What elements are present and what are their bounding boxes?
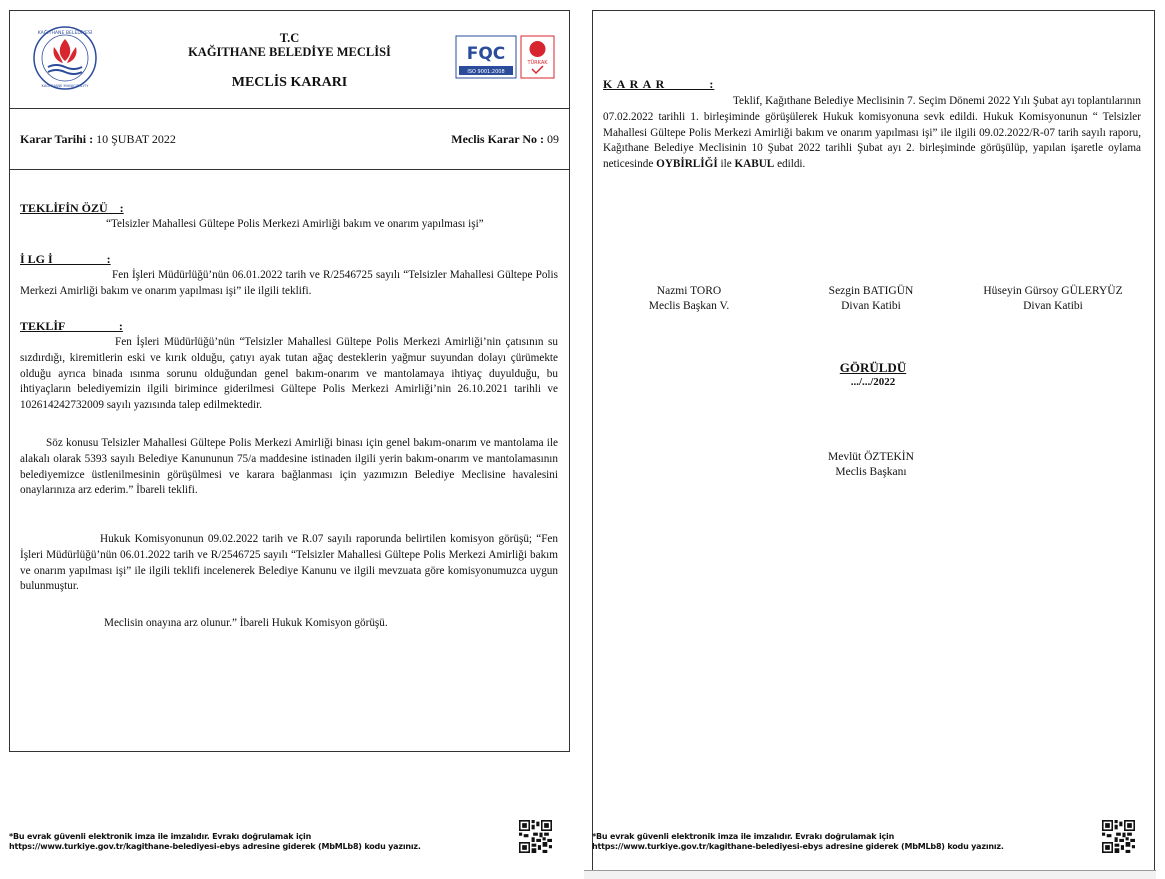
logo-subtext: KAĞITHANE MUNICIPALITY (41, 84, 89, 88)
decision-date: Karar Tarihi : 10 ŞUBAT 2022 (20, 132, 176, 146)
signatory-1 (599, 284, 779, 314)
section-text-ilgi: Fen İşleri Müdürlüğü’nün 06.01.2022 tarih ve R/2546725 sayılı “Telsizler Mahallesi Gültepe Polis Merkezi Amirliği bakım ve onarım yapılması işi” ile ilgili teklifi. (20, 269, 558, 297)
signatory-name: Hüseyin Gürsoy GÜLERYÜZ (983, 285, 1123, 297)
header-tc: T.C (279, 31, 300, 45)
mayor-role: Meclis Başkanı (835, 466, 907, 478)
section-title-ozu: TEKLİFİN ÖZÜ : (20, 201, 124, 215)
karar-title: K A R A R : (603, 77, 715, 91)
signatory-name: Nazmi TORO (656, 285, 722, 297)
header-council-name: KAĞITHANE BELEDİYE MECLİSİ (188, 45, 391, 59)
left-footer-note: *Bu evrak güvenli elektronik imza ile imzalıdır. Evrakı doğrulamak için https://www.turkiye.gov.tr/kagithane-belediyesi-ebys adresine giderek (MbMLb8) kodu yazınız. (9, 832, 421, 851)
signatory-name: Sezgin BATIGÜN (828, 285, 914, 297)
karar-accepted: KABUL (734, 158, 775, 171)
header-decision-title: MECLİS KARARI (231, 75, 348, 90)
certification-logos (455, 35, 555, 79)
turkak-text: TÜRKAK (527, 60, 548, 66)
goruldu-title: GÖRÜLDÜ (839, 360, 907, 375)
section-text-ozu: “Telsizler Mahallesi Gültepe Polis Merkezi Amirliği bakım ve onarım yapılması işi” (106, 218, 484, 230)
signatory-role: Divan Katibi (841, 300, 901, 312)
decision-meta-row (20, 132, 559, 147)
section-title-ilgi: İ LG İ : (20, 252, 111, 266)
section-text-teklif-2: Söz konusu Telsizler Mahallesi Gültepe Polis Merkezi Amirliği binası için genel bakım-onarım ve mantolama ile alakalı olarak 5393 sayılı Belediye Kanununun 75/a maddesine istinaden ilgili yerin bakım-onarım ve mantolamasının belediyemizce üstlenilmesinin görüşülmesi ve karara bağlanması için yazımızın Belediye Meclisine havalesini onaylarınıza arz ederim.” İbareli teklifi. (20, 437, 558, 497)
qr-code-icon (519, 820, 552, 853)
logo-text: KAĞITHANE BELEDİYESİ (37, 31, 93, 36)
section-text-teklif-1: Fen İşleri Müdürlüğü’nün “Telsizler Mahallesi Gültepe Polis Merkezi Amirliği’nin çatısının su sızdırdığı, kiremitlerin eski ve kırık olduğu, çatıyı ayak tutan ağaç desteklerin yağmur suyundan dolayı çürümekte olduğu ayrıca binada ısınma sorunu olduğundan genel bakım-onarım ve mantolamaya ihtiyaç duyulduğu, bu ihtiyaçların belediyemizin ilgili birimince giderilmesi Gültepe Polis Merkezi Amirliği’nin 26.10.2021 tarihli ve 102614242732009 sayılı yazısında talep edilmektedir. (20, 336, 558, 412)
right-document-page (592, 10, 1155, 871)
commission-opinion: Hukuk Komisyonunun 09.02.2022 tarih ve R.07 sayılı raporunda belirtilen komisyon görüşü; “Fen İşleri Müdürlüğü’nün 06.01.2022 tarih ve R/2546725 sayılı “Telsizler Mahallesi Gültepe Polis Merkezi Amirliği bakım ve onarım yapılması işi” ile ilgili teklifi incelenerek Belediye Kanunu ve ilgili mevzuata göre komisyonumuzca uygun bulunmuştur. (20, 533, 558, 593)
signatory-2 (781, 284, 961, 314)
goruldu-date: .../.../2022 (850, 376, 896, 388)
header-divider (10, 108, 569, 109)
meta-divider (10, 169, 569, 170)
mayor-signature (781, 450, 961, 480)
section-title-teklif: TEKLİF : (20, 319, 123, 333)
right-footer-note: *Bu evrak güvenli elektronik imza ile imzalıdır. Evrakı doğrulamak için https://www.turkiye.gov.tr/kagithane-belediyesi-ebys adresine giderek (MbMLb8) kodu yazınız. (592, 832, 1004, 851)
signatory-role: Divan Katibi (1023, 300, 1083, 312)
karar-unanimous: OYBİRLİĞİ (656, 158, 718, 171)
commission-closing: Meclisin onayına arz olunur.” İbareli Hukuk Komisyon görüşü. (104, 617, 388, 629)
left-document-page (9, 10, 570, 752)
signatory-role: Meclis Başkan V. (648, 300, 730, 312)
iso-cert-text: ISO 9001:2008 (467, 69, 505, 75)
decision-number: Meclis Karar No : 09 (451, 132, 559, 146)
fqc-logo-text: FQC (466, 44, 506, 64)
mayor-name: Mevlüt ÖZTEKİN (828, 451, 914, 463)
signatory-3 (963, 284, 1143, 314)
karar-text: Teklif, Kağıthane Belediye Meclisinin 7. Seçim Dönemi 2022 Yılı Şubat ayı toplantılarının 07.02.2022 tarihli 1. birleşiminde görüşülerek Hukuk komisyonuna sevk edildi. Hukuk Komisyonunun “ Telsizler Mahallesi Gültepe Polis Merkezi Amirliği bakım ve onarım yapılması işi” ile ilgili 09.02.2022/R-07 tarih sayılı raporu, Kağıthane Belediye Meclisinin 10 Şubat 2022 tarihli Şubat ayı 2. birleşiminde görüşülüp, yapılan işaretle oylama neticesinde OYBİRLİĞİ ile KABUL edildi. (603, 95, 1141, 171)
qr-code-icon (1102, 820, 1135, 853)
